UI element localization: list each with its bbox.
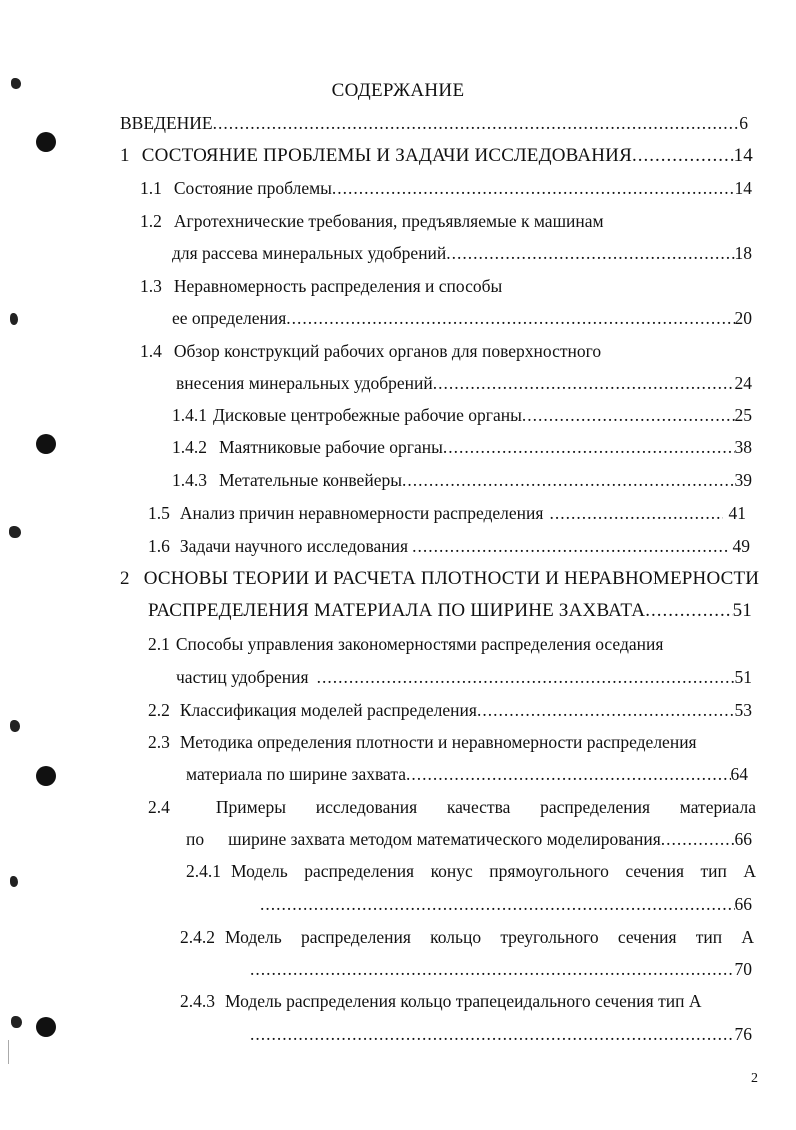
toc-entry-2-3 (148, 732, 752, 760)
toc-entry-text: Неравномерность распределения и способы (173, 276, 503, 296)
scan-speck (10, 876, 18, 887)
toc-entry-text: СОСТОЯНИЕ ПРОБЛЕМЫ И ЗАДАЧИ ИССЛЕДОВАНИЯ (141, 145, 632, 166)
leader-dots (443, 437, 735, 458)
toc-entry-2-3-cont (186, 764, 748, 792)
leader-dots (250, 959, 735, 980)
toc-entry-2-1 (148, 634, 748, 662)
toc-entry-text: Обзор конструкций рабочих органов для поверхностного (173, 341, 602, 361)
toc-entry-num: 1.6 (148, 536, 170, 556)
leader-dots (406, 764, 731, 785)
toc-entry-text: материала по ширине захвата (186, 764, 406, 784)
toc-page: 24 (734, 373, 752, 393)
leader-dots (632, 145, 734, 167)
toc-page: 66 (734, 894, 752, 914)
toc-entry-num: 2.4.1 (186, 861, 221, 881)
toc-entry-text: ВВЕДЕНИЕ (120, 113, 213, 133)
toc-entry-text: Способы управления закономерностями распределения оседания (175, 634, 664, 654)
toc-page: 64 (730, 764, 748, 784)
toc-page: 49 (732, 536, 750, 556)
scan-mark (8, 1040, 9, 1064)
binder-hole (36, 434, 56, 454)
toc-entry-text: Классификация моделей распределения (179, 700, 477, 720)
leader-dots (645, 600, 732, 622)
toc-entry-2-4 (148, 797, 756, 825)
toc-entry-num: 1.4.2 (172, 437, 207, 457)
scan-speck (10, 313, 18, 325)
toc-entry-2-4-3 (180, 991, 754, 1019)
leader-dots (286, 308, 734, 329)
toc-page: 38 (734, 437, 752, 457)
scan-speck (11, 1016, 22, 1028)
leader-dots (250, 1024, 735, 1045)
toc-entry-num: 1.3 (140, 276, 162, 296)
toc-entry-1-4-2 (172, 437, 752, 465)
binder-hole (36, 132, 56, 152)
scan-speck (10, 720, 20, 732)
leader-dots (213, 113, 740, 134)
toc-entry-1-3-cont (172, 308, 752, 336)
toc-entry-text: ширине захвата методом математического моделирования (228, 829, 661, 849)
toc-entry-1-2-cont (172, 243, 752, 271)
binder-hole (36, 1017, 56, 1037)
toc-entry-num: 2.4.2 (180, 927, 215, 947)
toc-entry-text-prefix: по (186, 829, 205, 849)
toc-entry-text: внесения минеральных удобрений (176, 373, 433, 393)
toc-entry-text: Агротехнические требования, предъявляемые к машинам (173, 211, 604, 231)
toc-entry-text: частиц удобрения (176, 667, 309, 687)
toc-entry-text: Метательные конвейеры (219, 470, 402, 490)
toc-entry-num: 1.5 (148, 503, 170, 523)
toc-entry-text: Анализ причин неравномерности распределения (179, 503, 544, 523)
toc-entry-text: Модель распределения конус прямоугольного сечения тип А (231, 861, 756, 881)
toc-entry-num: 2.4.3 (180, 991, 215, 1011)
leader-dots (260, 894, 735, 915)
toc-entry-2-4-2 (180, 927, 754, 955)
toc-page: 66 (734, 829, 752, 849)
toc-entry-num: 2.2 (148, 700, 170, 720)
toc-entry-intro (120, 113, 748, 141)
leader-dots (661, 829, 735, 850)
toc-entry-text: ее определения (172, 308, 287, 328)
toc-entry-2-4-1 (186, 861, 756, 889)
toc-page: 51 (732, 600, 752, 621)
toc-page: 20 (734, 308, 752, 328)
toc-entry-2 (120, 568, 760, 596)
toc-entry-num: 2.3 (148, 732, 170, 752)
toc-entry-num: 1.4.3 (172, 470, 207, 490)
toc-page: 76 (734, 1024, 752, 1044)
toc-page: 39 (734, 470, 752, 490)
toc-entry-text: Модель распределения кольцо трапецеидального сечения тип А (225, 991, 702, 1011)
toc-page: 14 (733, 145, 753, 166)
toc-entry-text: Модель распределения кольцо треугольного сечения тип А (225, 927, 754, 947)
toc-page: 6 (739, 113, 748, 133)
leader-dots (402, 470, 735, 491)
toc-entry-text: Дисковые центробежные рабочие органы (213, 405, 522, 425)
toc-page: 51 (734, 667, 752, 687)
toc-entry-text: Состояние проблемы (173, 178, 332, 198)
toc-entry-1-3 (140, 276, 752, 304)
toc-entry-text: для рассева минеральных удобрений (172, 243, 447, 263)
toc-entry-text: ОСНОВЫ ТЕОРИИ И РАСЧЕТА ПЛОТНОСТИ И НЕРАВНОМЕРНОСТИ (143, 568, 760, 589)
scan-speck (9, 526, 21, 538)
toc-entry-1 (120, 145, 753, 173)
toc-entry-2-2 (148, 700, 752, 728)
toc-entry-text: РАСПРЕДЕЛЕНИЯ МАТЕРИАЛА ПО ШИРИНЕ ЗАХВАТА (148, 600, 646, 621)
toc-heading: СОДЕРЖАНИЕ (331, 80, 465, 101)
toc-entry-text: Маятниковые рабочие органы (219, 437, 443, 457)
binder-hole (36, 766, 56, 786)
toc-entry-1-1 (140, 178, 752, 206)
toc-entry-num: 1.2 (140, 211, 162, 231)
toc-entry-1-4 (140, 341, 752, 369)
toc-entry-text: Задачи научного исследования (179, 536, 409, 556)
toc-entry-2-1-cont (176, 667, 752, 695)
toc-entry-2-cont (148, 600, 752, 628)
toc-entry-1-2 (140, 211, 752, 239)
toc-entry-num: 2 (120, 568, 130, 589)
toc-page: 53 (734, 700, 752, 720)
leader-dots (446, 243, 734, 264)
toc-entry-2-4-cont (186, 829, 752, 857)
toc-entry-num: 1 (120, 145, 130, 166)
toc-page: 18 (734, 243, 752, 263)
toc-page: 14 (734, 178, 752, 198)
toc-entry-text: Примеры исследования качества распределения материала (215, 797, 756, 817)
leader-dots (433, 373, 735, 394)
leader-dots (332, 178, 735, 199)
toc-entry-1-4-1 (172, 405, 752, 433)
toc-entry-num: 2.1 (148, 634, 170, 654)
toc-entry-1-5 (148, 503, 746, 531)
leader-dots (317, 667, 735, 688)
leader-dots (412, 536, 728, 557)
toc-entry-1-4-cont (176, 373, 752, 401)
toc-entry-2-4-3-cont (250, 1024, 752, 1052)
toc-page: 25 (734, 405, 752, 425)
toc-entry-2-4-1-cont (260, 894, 752, 922)
scan-speck (11, 78, 21, 89)
toc-page: 41 (728, 503, 746, 523)
toc-entry-num: 1.1 (140, 178, 162, 198)
toc-entry-num: 1.4.1 (172, 405, 207, 425)
toc-entry-text: Методика определения плотности и неравномерности распределения (179, 732, 697, 752)
toc-entry-1-6 (148, 536, 750, 564)
leader-dots (522, 405, 735, 426)
toc-entry-1-4-3 (172, 470, 752, 498)
toc-page: 70 (734, 959, 752, 979)
toc-entry-2-4-2-cont (250, 959, 752, 987)
toc-entry-num: 2.4 (148, 797, 170, 817)
page-number: 2 (751, 1071, 758, 1086)
leader-dots (549, 503, 722, 524)
leader-dots (477, 700, 735, 721)
toc-entry-num: 1.4 (140, 341, 162, 361)
